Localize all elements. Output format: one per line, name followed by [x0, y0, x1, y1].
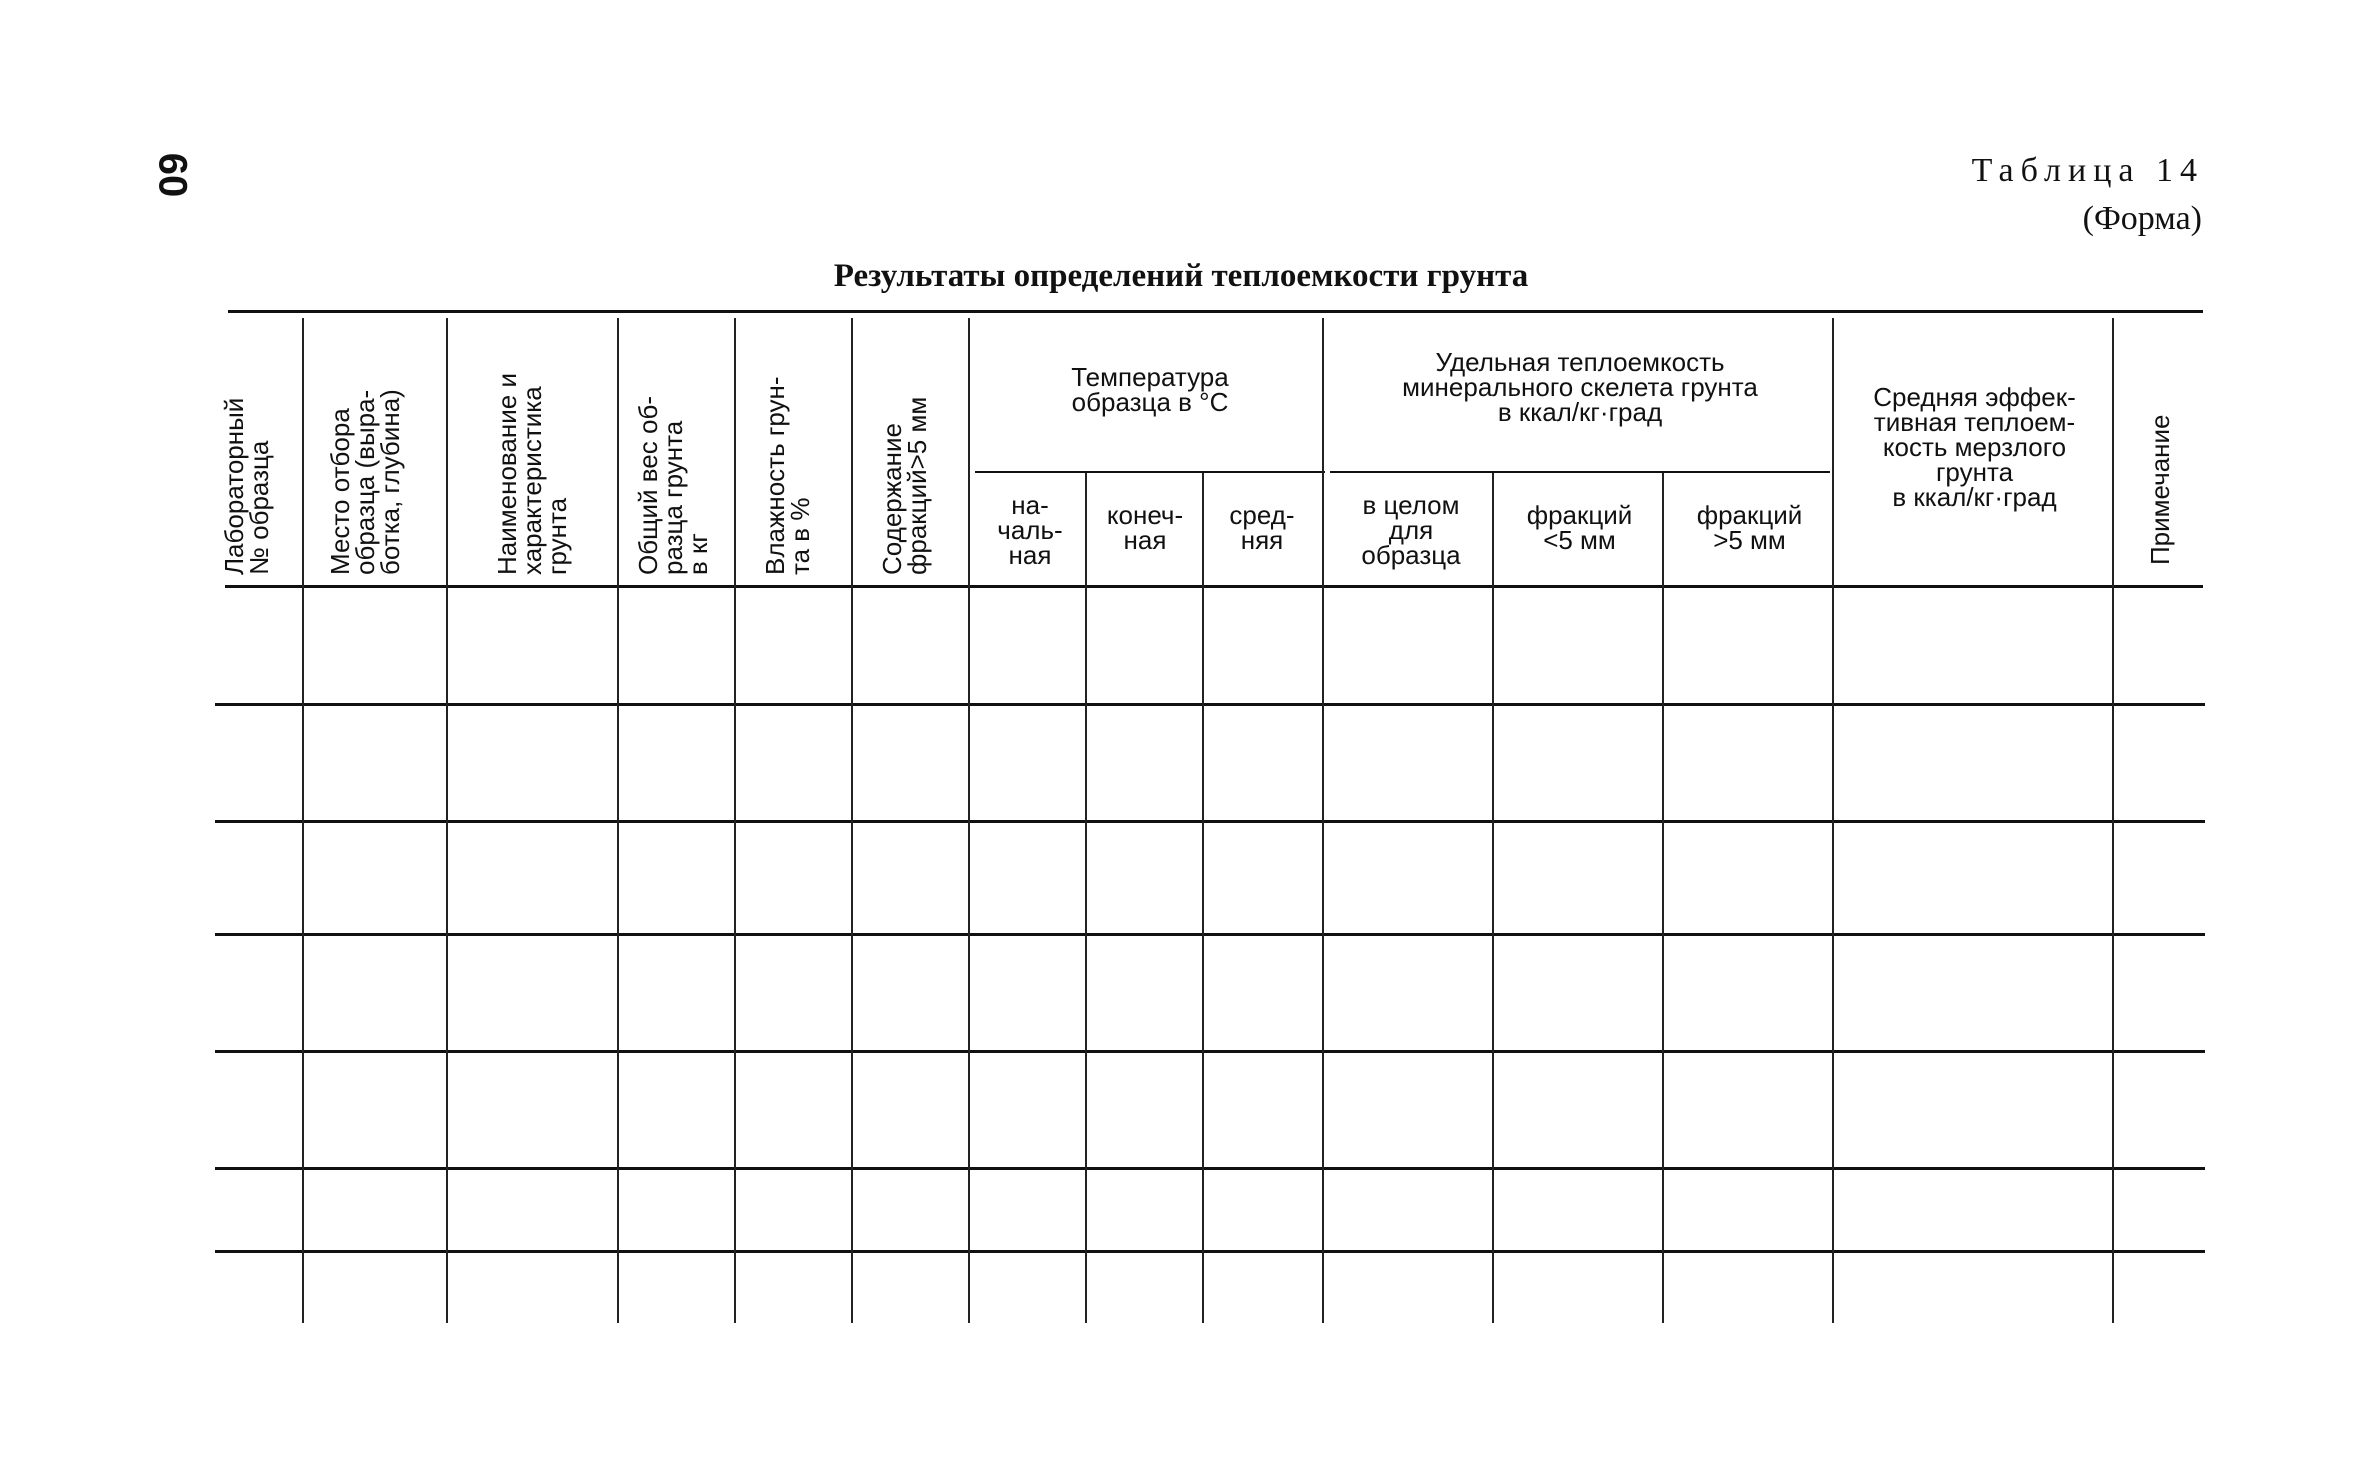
header-specific-heat: Удельная теплоемкость минерального скелета грунта в ккал/кг·град	[1402, 347, 1758, 427]
header-lab-number: Лабораторный № образца	[219, 397, 274, 575]
column-rule	[1085, 473, 1087, 1323]
row-rule	[215, 1250, 2205, 1253]
row-rule	[215, 1167, 2205, 1170]
header-bottom-rule	[225, 585, 2203, 588]
header-temperature: Температура образца в °С	[1071, 362, 1229, 417]
column-rule	[446, 318, 448, 1323]
header-soil-name: Наименование и характеристика грунта	[492, 373, 572, 575]
temperature-subheader-rule	[975, 471, 1325, 473]
table-top-rule	[228, 310, 2203, 313]
header-total-weight: Общий вес об- разца грунта в кг	[633, 396, 713, 575]
column-rule	[1832, 318, 1834, 1323]
header-temp-start: на- чаль- ная	[997, 490, 1063, 570]
table-number: Таблица 14	[1971, 152, 2204, 189]
column-rule	[1202, 473, 1204, 1323]
column-rule	[617, 318, 619, 1323]
column-rule	[302, 318, 304, 1323]
column-rule	[968, 318, 970, 1323]
header-fraction-content: Содержание фракций>5 мм	[877, 396, 932, 575]
table-title: Результаты определений теплоемкости грунта	[833, 258, 1529, 294]
header-note: Примечание	[2145, 414, 2175, 565]
column-rule	[1662, 473, 1664, 1323]
header-heat-whole: в целом для образца	[1361, 490, 1461, 570]
column-rule	[1322, 318, 1324, 1323]
header-temp-mean: сред- няя	[1229, 500, 1295, 555]
row-rule	[215, 703, 2205, 706]
row-rule	[215, 820, 2205, 823]
column-rule	[734, 318, 736, 1323]
column-rule	[2112, 318, 2114, 1323]
header-moisture: Влажность грун- та в %	[760, 376, 815, 575]
header-location: Место отбора образца (выра- ботка, глубина)	[325, 389, 405, 575]
row-rule	[215, 933, 2205, 936]
form-label: (Форма)	[2082, 200, 2202, 237]
header-heat-fraction-lt5: фракций <5 мм	[1526, 500, 1633, 555]
row-rule	[215, 1050, 2205, 1053]
column-rule	[1492, 473, 1494, 1323]
specific-heat-subheader-rule	[1330, 471, 1830, 473]
header-temp-end: конеч- ная	[1106, 500, 1184, 555]
page-number: 60	[150, 152, 195, 198]
header-heat-fraction-gt5: фракций >5 мм	[1696, 500, 1803, 555]
header-effective-heat: Средняя эффек- тивная теплоем- кость мерзлого грунта в ккал/кг·град	[1873, 382, 2076, 512]
column-rule	[851, 318, 853, 1323]
